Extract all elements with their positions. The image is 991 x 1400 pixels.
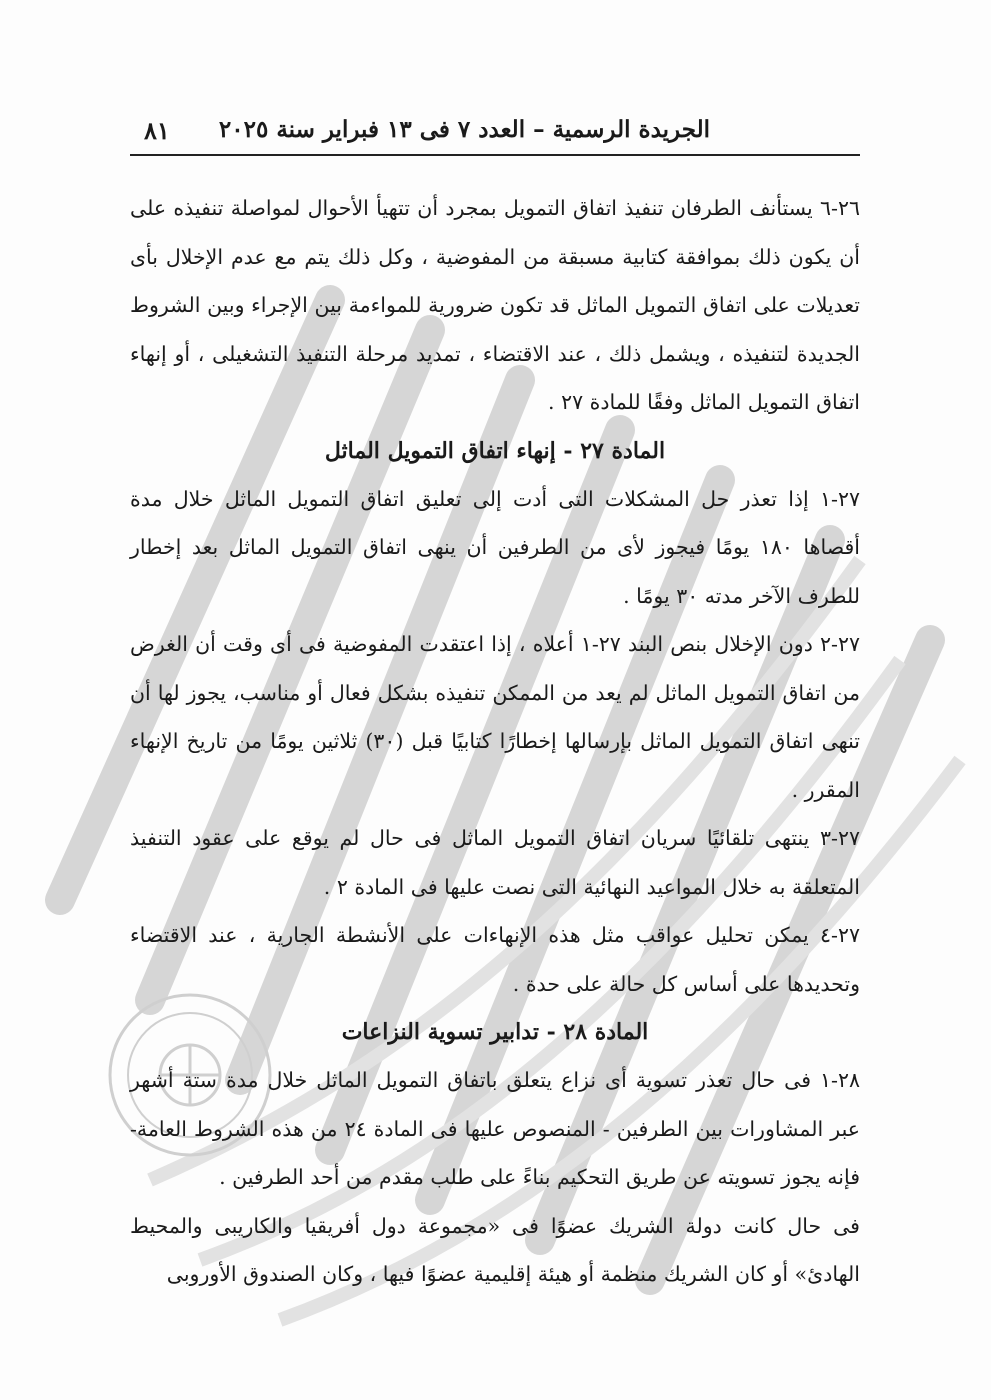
paragraph-28-1: ٢٨-١ فى حال تعذر تسوية أى نزاع يتعلق باتفاق التمويل الماثل خلال مدة ستة أشهر عبر المشاورات بين الطرفين - المنصوص عليها فى المادة ٢٤ من هذه الشروط العامة- فإنه يجوز تسويته عن طريق التحكيم بناءً على طلب مقدم من أحد الطرفين . — [130, 1068, 860, 1189]
paragraph-26-6: ٢٦-٦ يستأنف الطرفان تنفيذ اتفاق التمويل بمجرد أن تتهيأ الأحوال لمواصلة تنفيذه على أن يكون ذلك بموافقة كتابية مسبقة من المفوضية ، وكل ذلك يتم مع عدم الإخلال بأى تعديلات على اتفاق التمويل الماثل قد تكون ضرورية للمواءمة بين الإجراء وبين الشروط الجديدة لتنفيذه ، ويشمل ذلك ، عند الاقتضاء ، تمديد مرحلة التنفيذ التشغيلى ، أو إنهاء اتفاق التمويل الماثل وفقًا للمادة ٢٧ . — [130, 196, 860, 414]
paragraph-27-2: ٢٧-٢ دون الإخلال بنص البند ٢٧-١ أعلاه ، إذا اعتقدت المفوضية فى أى وقت أن الغرض من اتفاق التمويل الماثل لم يعد من الممكن تنفيذه بشكل فعال أو مناسب، يجوز لها أن تنهى اتفاق التمويل الماثل بإرسالها إخطارًا كتابيًا قبل (٣٠) ثلاثين يومًا من تاريخ الإنهاء المقرر . — [130, 632, 860, 802]
header-divider — [130, 154, 860, 156]
page-header — [130, 108, 860, 152]
gazette-title: الجريدة الرسمية – العدد ٧ فى ١٣ فبراير سنة ٢٠٢٥ — [218, 116, 710, 143]
paragraph-27-1: ٢٧-١ إذا تعذر حل المشكلات التى أدت إلى تعليق اتفاق التمويل الماثل خلال مدة أقصاها ١٨٠ يومًا فيجوز لأى من الطرفين أن ينهى اتفاق التمويل الماثل بعد إخطار للطرف الآخر مدته ٣٠ يومًا . — [130, 486, 860, 608]
paragraph-27-3: ٢٧-٣ ينتهى تلقائيًا سريان اتفاق التمويل الماثل فى حال لم يوقع على عقود التنفيذ المتعلقة به خلال المواعيد النهائية التى نصت عليها فى المادة ٢ . — [130, 826, 860, 899]
paragraph-28-1-continued: فى حال كانت دولة الشريك عضوًا فى «مجموعة دول أفريقيا والكاريبى والمحيط الهادئ» أو كان الشريك منظمة أو هيئة إقليمية عضوًا فيها ، وكان الصندوق الأوروبى — [130, 1213, 860, 1286]
paragraph-27-4: ٢٧-٤ يمكن تحليل عواقب مثل هذه الإنهاءات على الأنشطة الجارية ، عند الاقتضاء وتحديدها على أساس كل حالة على حدة . — [130, 923, 860, 996]
article-27-heading: المادة ٢٧ - إنهاء اتفاق التمويل الماثل — [324, 437, 666, 464]
article-28-heading: المادة ٢٨ - تدابير تسوية النزاعات — [341, 1019, 649, 1045]
page-number: ٨١ — [144, 116, 170, 145]
document-body — [130, 184, 860, 1299]
